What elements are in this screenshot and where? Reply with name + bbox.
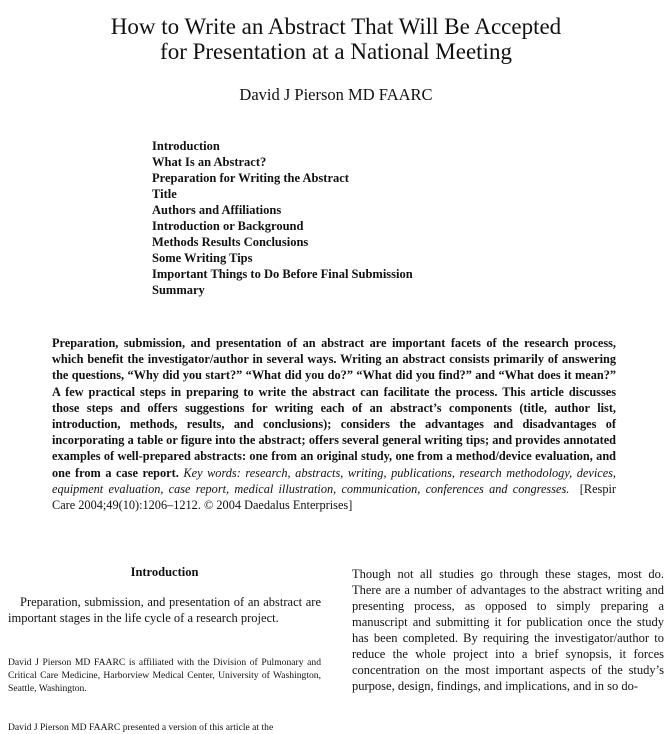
left-column <box>8 565 321 626</box>
toc-item: Important Things to Do Before Final Submission <box>152 267 413 281</box>
abstract-citation: [Respir Care 2004;49(10):1206–1212. © 2004 Daedalus Enterprises] <box>52 481 616 513</box>
abstract-keywords: Key words: research, abstracts, writing, publications, research methodology, devices, equipment evaluation, case report, medical illustration, communication, conferences and congresses. <box>52 465 617 496</box>
right-column-paragraph: Though not all studies go through these stages, most do. There are a number of advantages to the abstract writing and presenting process, as opposed to simply preparing a manuscript and submitting it for publication once the study has been completed. By requiring the investigator/author to reduce the whole project into a brief synopsis, it forces concentration on the most important aspects of the study’s purpose, design, findings, and implications, and in so do- <box>352 567 664 693</box>
footnote-affiliation: David J Pierson MD FAARC is affiliated with the Division of Pulmonary and Critical Care Medicine, Harborview Medical Center, University of Washington, Seattle, Washington. <box>8 657 321 694</box>
author-byline: David J Pierson MD FAARC <box>239 85 433 104</box>
footnote-presented: David J Pierson MD FAARC presented a version of this article at the <box>8 722 274 733</box>
toc-item: Introduction <box>152 139 220 153</box>
article-title <box>0 14 672 64</box>
toc-item: Methods Results Conclusions <box>152 235 309 249</box>
abstract-body: Preparation, submission, and presentation of an abstract are important facets of the research process, which benefit the investigator/author in several ways. Writing an abstract consists primarily of answering the questions, “Why did you start?” “What did you do?” “What did you find?” and “What does it mean?” A few practical steps in preparing to write the abstract can facilitate the process. This article discusses those steps and offers suggestions for writing each of an abstract’s components (title, author list, introduction, methods, results, and conclusions); considers the advantages and disadvantages of incorporating a table or figure into the abstract; offers several general writing tips; and provides annotated examples of well-prepared abstracts: one from an original study, one from a method/device evaluation, and one from a case report. <box>52 336 616 480</box>
toc-item: Title <box>152 187 177 201</box>
table-of-contents <box>152 138 413 298</box>
toc-item: Preparation for Writing the Abstract <box>152 171 349 185</box>
section-heading-introduction: Introduction <box>130 565 199 579</box>
toc-item: Summary <box>152 283 205 297</box>
toc-item: Introduction or Background <box>152 219 304 233</box>
article-title-line-2: for Presentation at a National Meeting <box>160 39 512 64</box>
article-title-line-1: How to Write an Abstract That Will Be Accepted <box>110 14 562 39</box>
toc-item: Some Writing Tips <box>152 251 253 265</box>
abstract <box>52 335 616 513</box>
introduction-paragraph: Preparation, submission, and presentation of an abstract are important stages in the life cycle of a research project. <box>8 595 321 625</box>
toc-item: What Is an Abstract? <box>152 155 267 169</box>
toc-item: Authors and Affiliations <box>152 203 282 217</box>
